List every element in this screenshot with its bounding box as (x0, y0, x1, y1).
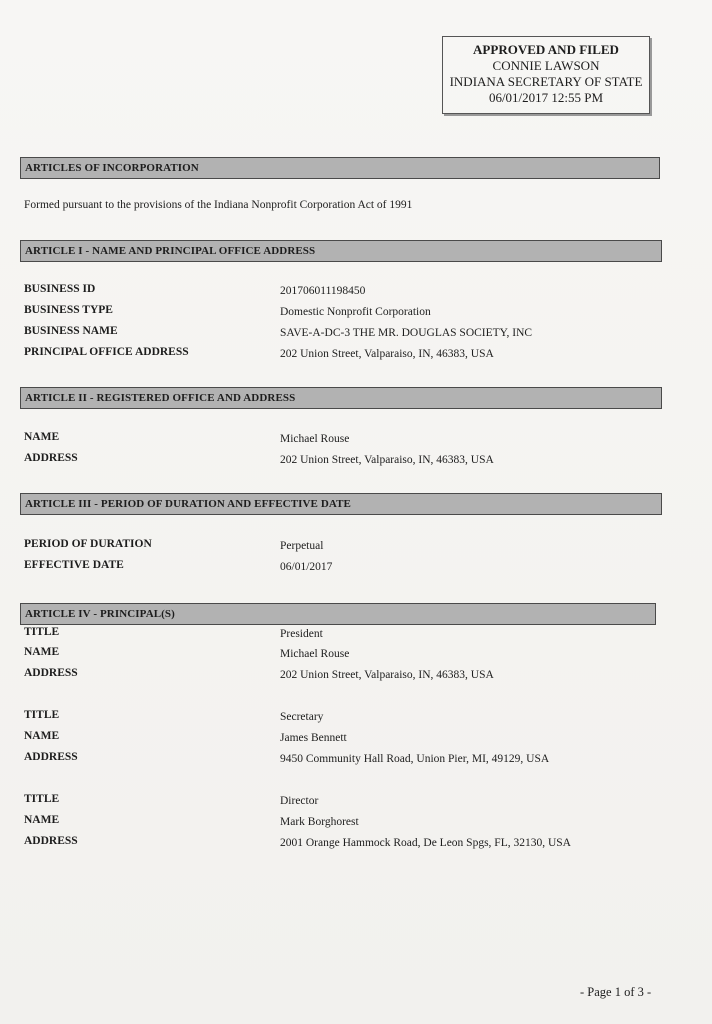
field-value: Michael Rouse (280, 433, 350, 445)
field-label: ADDRESS (24, 751, 78, 763)
field-value: Domestic Nonprofit Corporation (280, 306, 431, 318)
principal-address: 9450 Community Hall Road, Union Pier, MI, 49129, USA (280, 753, 550, 765)
section-header-articles: ARTICLES OF INCORPORATION (20, 157, 660, 179)
field-label: TITLE (24, 626, 60, 638)
field-label: ADDRESS (24, 452, 78, 464)
field-label: EFFECTIVE DATE (24, 559, 124, 571)
field-label: PRINCIPAL OFFICE ADDRESS (24, 346, 189, 358)
field-value: 202 Union Street, Valparaiso, IN, 46383, USA (280, 348, 494, 360)
section-header-article-1: ARTICLE I - NAME AND PRINCIPAL OFFICE ADDRESS (20, 240, 662, 262)
principal-name: Mark Borghorest (280, 816, 359, 828)
stamp-office: INDIANA SECRETARY OF STATE (449, 74, 643, 89)
field-label: BUSINESS ID (24, 283, 96, 295)
field-value: 06/01/2017 (280, 561, 333, 573)
principal-title: Secretary (280, 711, 324, 723)
field-label: PERIOD OF DURATION (24, 538, 152, 550)
principal-title: Director (280, 795, 319, 807)
field-label: ADDRESS (24, 835, 78, 847)
stamp-datetime: 06/01/2017 12:55 PM (488, 90, 604, 105)
section-header-article-4: ARTICLE IV - PRINCIPAL(S) (20, 603, 656, 625)
field-label: NAME (24, 431, 60, 443)
field-label: BUSINESS TYPE (24, 304, 113, 316)
field-label: TITLE (24, 709, 60, 721)
filing-stamp (442, 36, 650, 114)
section-header-article-2: ARTICLE II - REGISTERED OFFICE AND ADDRESS (20, 387, 662, 409)
field-label: BUSINESS NAME (24, 325, 118, 337)
stamp-status: APPROVED AND FILED (473, 42, 619, 57)
field-label: ADDRESS (24, 667, 78, 679)
field-label: TITLE (24, 793, 60, 805)
principal-name: James Bennett (280, 732, 347, 744)
principal-name: Michael Rouse (280, 648, 350, 660)
field-label: NAME (24, 814, 60, 826)
field-value: 202 Union Street, Valparaiso, IN, 46383, USA (280, 454, 494, 466)
field-value: SAVE-A-DC-3 THE MR. DOUGLAS SOCIETY, INC (280, 327, 533, 339)
field-label: NAME (24, 730, 60, 742)
principal-address: 202 Union Street, Valparaiso, IN, 46383, USA (280, 669, 494, 681)
stamp-official: CONNIE LAWSON (492, 58, 600, 73)
principal-address: 2001 Orange Hammock Road, De Leon Spgs, FL, 32130, USA (280, 837, 571, 849)
intro-text: Formed pursuant to the provisions of the Indiana Nonprofit Corporation Act of 1991 (24, 199, 413, 211)
field-value: 201706011198450 (280, 285, 366, 297)
principal-title: President (280, 628, 323, 640)
field-value: Perpetual (280, 540, 324, 552)
page-number: - Page 1 of 3 - (580, 985, 652, 999)
section-header-article-3: ARTICLE III - PERIOD OF DURATION AND EFFECTIVE DATE (20, 493, 662, 515)
field-label: NAME (24, 646, 60, 658)
